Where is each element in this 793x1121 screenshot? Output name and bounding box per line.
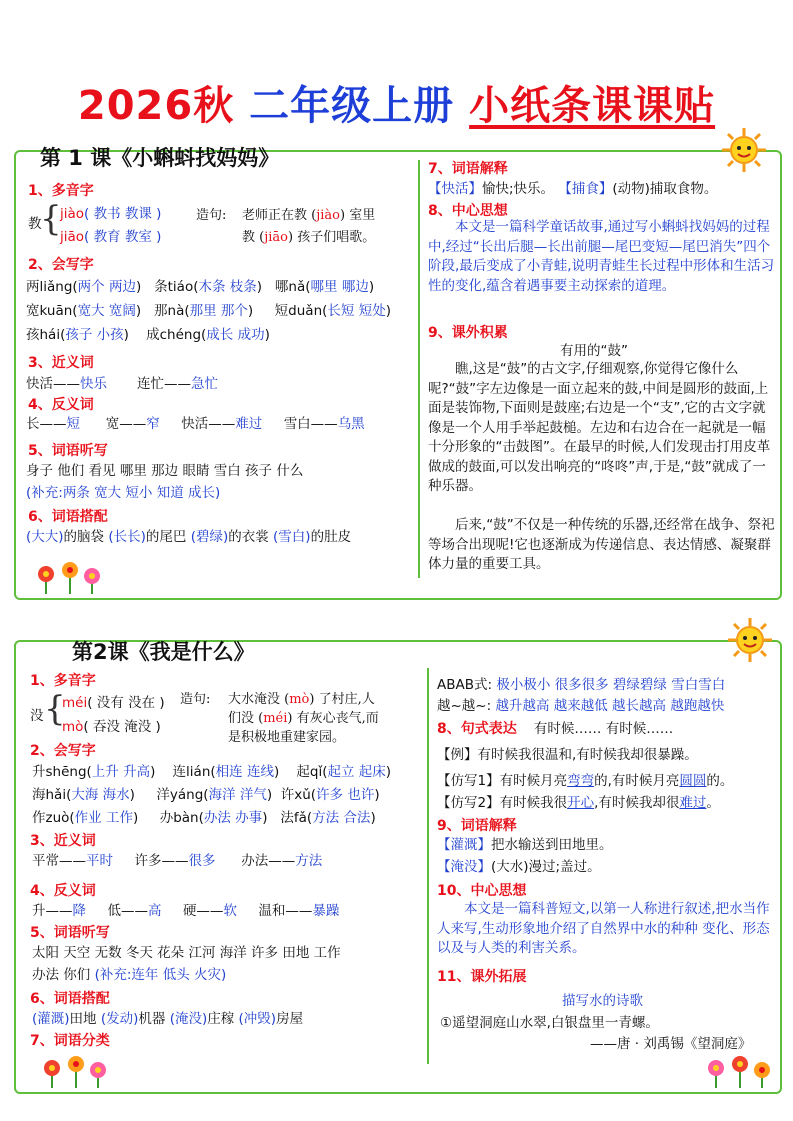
lesson2-yue-row: 越~越~: 越升越高 越来越低 越长越高 越跑越快 [437,698,725,714]
flower-icon [706,1056,776,1088]
page-title [0,74,793,131]
lesson1-section-synonyms: 3、近义词 [28,355,94,371]
flower-icon [36,562,106,594]
lesson2-section-dictation: 5、词语听写 [30,925,110,941]
lesson1-antonyms-row: 长——短 宽——窄 快活——难过 雪白——乌黑 [26,416,365,432]
lesson2-write-row1: 升shēng(上升 升高) 连lián(相连 连线) 起qǐ(起立 起床) [32,764,392,780]
lesson2-explain-row1: 【灌溉】把水输送到田地里。 [437,837,613,853]
lesson1-section-idea: 8、中心思想 [428,203,508,219]
lesson1-sentence-line2: 教 (jiāo) 孩子们唱歌。 [242,230,376,245]
lesson1-section-extra: 9、课外积累 [428,325,508,341]
lesson1-synonyms-row: 快活——快乐 连忙——急忙 [26,376,219,392]
brace-icon: { [40,199,62,239]
lesson2-section-idea: 10、中心思想 [437,883,527,899]
lesson1-write-row3: 孩hái(孩子 小孩) 成chéng(成长 成功) [26,327,270,343]
lesson2-section-classify: 7、词语分类 [30,1033,110,1049]
lesson1-heading: 第 1 课《小蝌蚪找妈妈》 [40,146,280,170]
lesson1-sentence-label: 造句: [196,208,227,223]
lesson1-sentence-line1: 老师正在教 (jiào) 室里 [242,208,376,223]
lesson1-explain-row: 【快活】愉快;快乐。 【捕食】(动物)捕取食物。 [428,181,718,197]
lesson1-section-writing: 2、会写字 [28,257,94,273]
lesson2-poly-char: 没 [30,708,44,724]
lesson2-poem-line: ①遥望洞庭山水翠,白银盘里一青螺。 [440,1015,659,1031]
lesson2-sentence-label: 造句: [180,692,211,707]
lesson1-section-collocation: 6、词语搭配 [28,509,108,525]
lesson2-pattern-row: 8、句式表达 有时候…… 有时候…… [437,721,674,737]
lesson2-synonyms-row: 平常——平时 许多——很多 办法——方法 [32,853,323,869]
title-grade: 二年级上册 [249,83,455,129]
lesson2-abab-row: ABAB式: 极小极小 很多很多 碧绿碧绿 雪白雪白 [437,677,726,693]
lesson2-antonyms-row: 升——降 低——高 硬——软 温和——暴躁 [32,903,340,919]
lesson2-collocation-row: (灌溉)田地 (发动)机器 (淹没)庄稼 (冲毁)房屋 [32,1011,304,1027]
lesson1-reading-para2: 后来,“鼓”不仅是一种传统的乐器,还经常在战争、祭祀等场合出现呢!它也逐渐成为传递信息、表达情感、凝聚群体力量的重要工具。 [428,517,775,572]
lesson1-reading-para1: 瞧,这是“鼓”的古文字,仔细观察,你觉得它像什么呢?“鼓”字左边像是一面立起来的鼓,中间是圆形的鼓面,上面是装饰物,下面则是鼓座;右边是一个“支”,它的古文字就像是一个人用手举起鼓槌。左边和右边合在一起就是一幅十分形象的“击鼓图”。在最早的时候,人们发现击打用皮革做成的鼓面,可以发出响亮的“咚咚”声,于是,“鼓”就成了一种乐器。 [428,361,771,494]
lesson2-section-extension: 11、课外拓展 [437,969,527,985]
lesson1-section-polyphone: 1、多音字 [28,183,94,199]
lesson1-dictation-row2: (补充:两条 宽大 短小 知道 成长) [26,485,221,501]
lesson1-section-dictation: 5、词语听写 [28,443,108,459]
lesson2-imitate1-row: 【仿写1】有时候月亮弯弯的,有时候月亮圆圆的。 [437,773,734,789]
lesson2-idea-text: 本文是一篇科普短文,以第一人称进行叙述,把水当作人来写,生动形象地介绍了自然界中水的种种 变化、形态以及与人类的利害关系。 [437,901,770,956]
title-year: 2026秋 [77,83,235,129]
lesson1-section-explain: 7、词语解释 [428,161,508,177]
sun-icon [720,126,768,174]
lesson2-write-row3: 作zuò(作业 工作) 办bàn(办法 办事) 法fǎ(方法 合法) [32,810,376,826]
lesson2-poem-title: 描写水的诗歌 [562,993,643,1009]
lesson2-write-row2: 海hǎi(大海 海水) 洋yáng(海洋 洋气) 许xǔ(许多 也许) [32,787,380,803]
lesson2-heading: 第2课《我是什么》 [72,640,255,664]
lesson1-poly-char: 教 [28,216,42,232]
lesson1-idea-text: 本文是一篇科学童话故事,通过写小蝌蚪找妈妈的过程中,经过“长出后腿—长出前腿—尾巴变短—尾巴消失”四个阶段,最后变成了小青蛙,说明青蛙生长过程中形体和生活习性的变化,蕴含着遇事要主动探索的道理。 [428,219,775,294]
lesson1-poly-line1: jiào( 教书 教课 ) [60,206,162,222]
lesson2-example-row: 【例】有时候我很温和,有时候我却很暴躁。 [437,747,698,763]
title-main: 小纸条课课贴 [469,83,716,129]
lesson2-section-antonyms: 4、反义词 [30,883,96,899]
lesson2-imitate2-row: 【仿写2】有时候我很开心,有时候我却很难过。 [437,795,720,811]
lesson2-explain-row2: 【淹没】(大水)漫过;盖过。 [437,859,601,875]
lesson1-reading-title: 有用的“鼓” [560,343,628,359]
lesson2-column-divider [427,668,429,1064]
lesson2-poly-line1: méi( 没有 没在 ) [62,695,165,711]
lesson2-sentence-line2: 们没 (méi) 有灰心丧气,而 [228,711,379,726]
brace-icon: { [44,689,66,729]
lesson2-section-writing: 2、会写字 [30,743,96,759]
lesson2-dictation-row1: 太阳 天空 无数 冬天 花朵 江河 海洋 许多 田地 工作 [32,945,341,961]
lesson2-section-collocation: 6、词语搭配 [30,991,110,1007]
lesson1-poly-line2: jiāo( 教育 教室 ) [60,229,162,245]
lesson1-write-row2: 宽kuān(宽大 宽阔) 那nà(那里 那个) 短duǎn(长短 短处) [26,303,391,319]
lesson1-dictation-row1: 身子 他们 看见 哪里 那边 眼睛 雪白 孩子 什么 [26,463,304,479]
lesson2-poly-line2: mò( 吞没 淹没 ) [62,719,161,735]
lesson2-section-polyphone: 1、多音字 [30,673,96,689]
lesson2-poem-author: ——唐 · 刘禹锡《望洞庭》 [590,1036,752,1052]
lesson1-write-row1: 两liǎng(两个 两边) 条tiáo(木条 枝条) 哪nǎ(哪里 哪边) [26,279,375,295]
lesson2-dictation-row2: 办法 你们 (补充:连年 低头 火灾) [32,967,227,983]
lesson2-section-pattern: 8、句式表达 [437,721,517,737]
flower-icon [42,1056,112,1088]
lesson2-section-synonyms: 3、近义词 [30,833,96,849]
lesson1-section-antonyms: 4、反义词 [28,397,94,413]
lesson2-sentence-line1: 大水淹没 (mò) 了村庄,人 [228,692,375,707]
lesson2-section-explain: 9、词语解释 [437,818,517,834]
lesson1-collocation-row: (大大)的脑袋 (长长)的尾巴 (碧绿)的衣裳 (雪白)的肚皮 [26,529,352,545]
sun-icon [726,616,774,664]
lesson1-column-divider [418,160,420,578]
lesson2-sentence-line3: 是积极地重建家园。 [228,730,346,745]
